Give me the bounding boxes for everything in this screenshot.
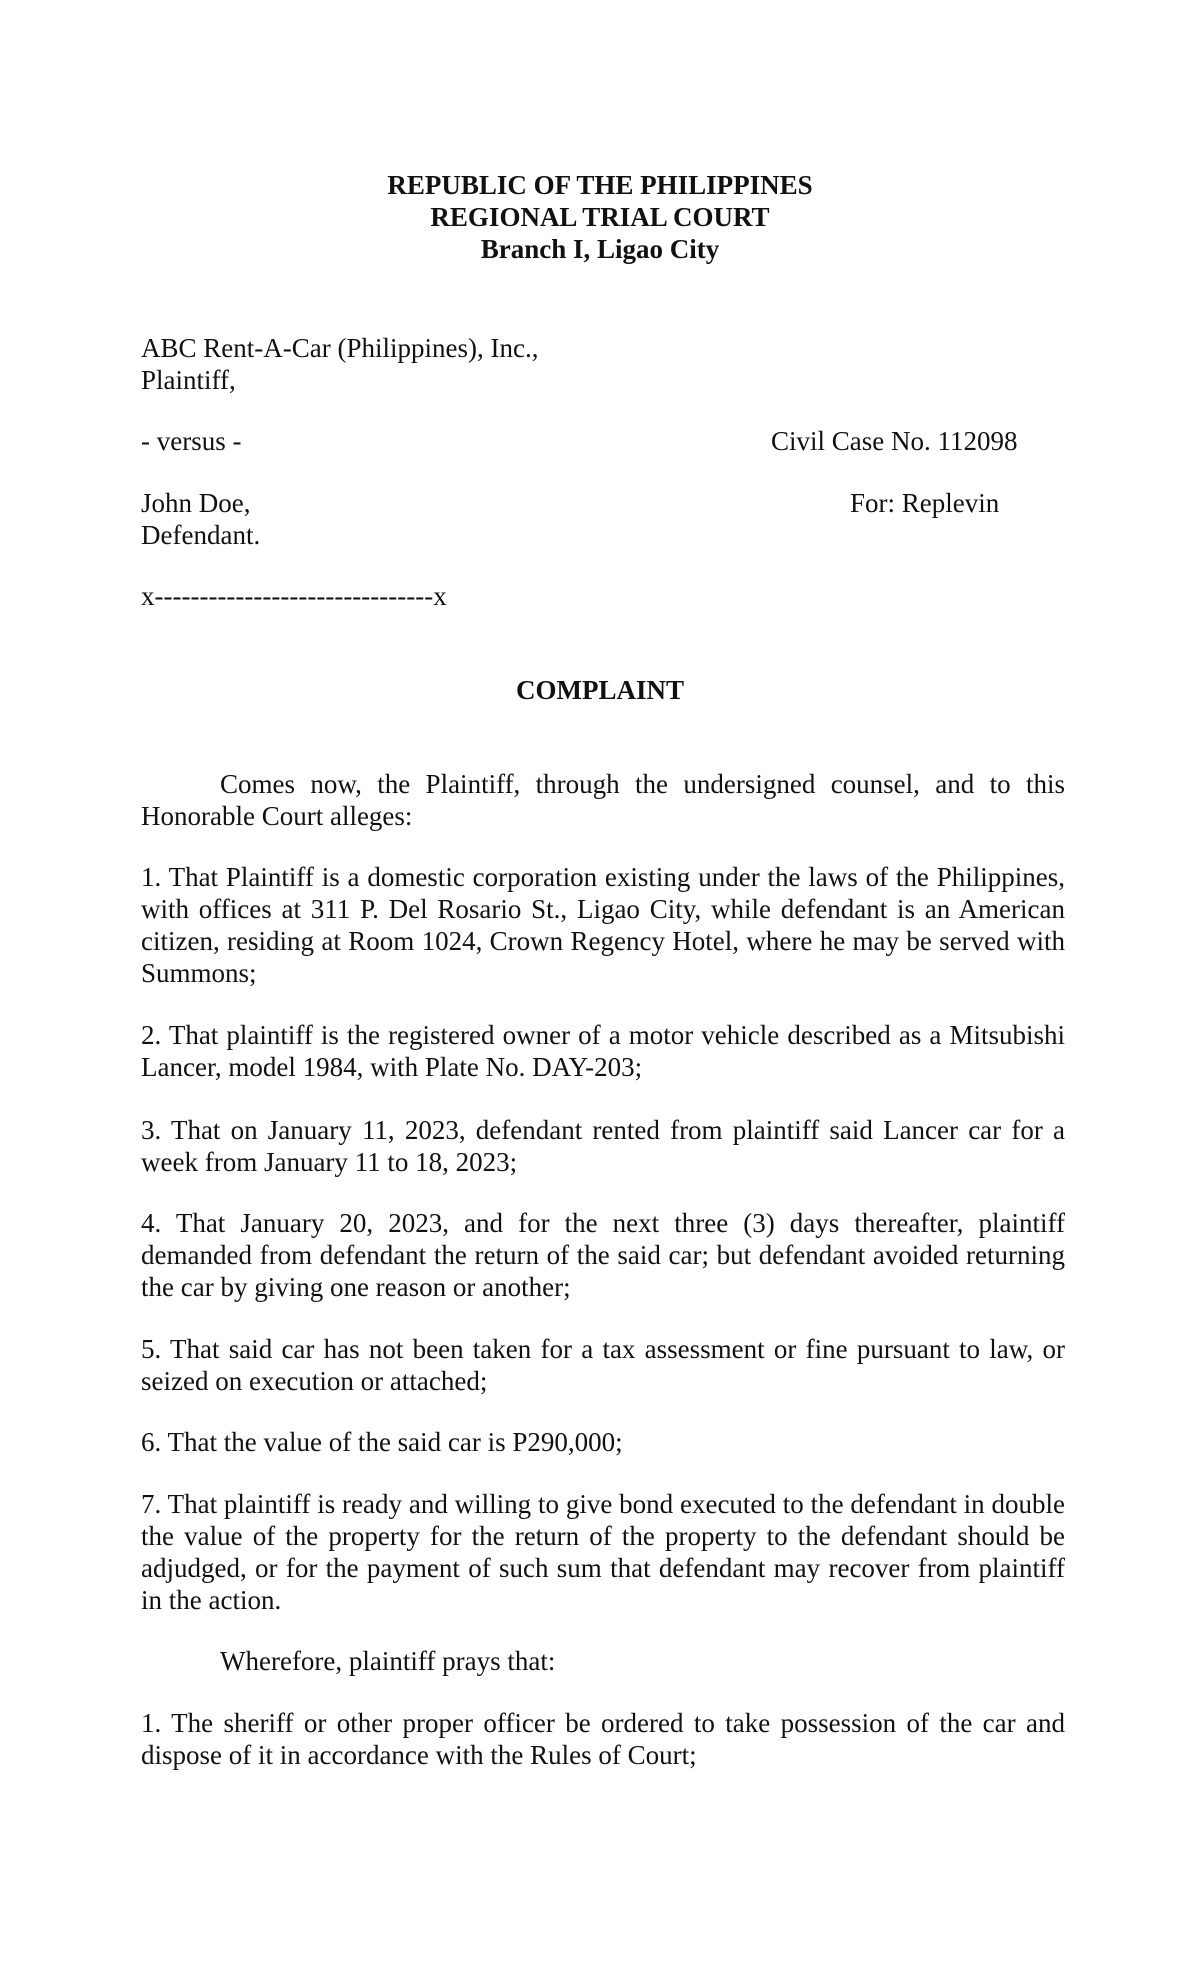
prayer-intro: Wherefore, plaintiff prays that: [220,1646,556,1676]
defendant-name: John Doe, [141,488,251,518]
prayer-1: 1. The sheriff or other proper officer be ordered to take possession of the car and dispose of it in accordance with the Rules of Court; [141,1708,1065,1770]
plaintiff-role: Plaintiff, [141,365,236,395]
allegation-2: 2. That plaintiff is the registered owner of a motor vehicle described as a Mitsubishi Lancer, model 1984, with Plate No. DAY-203; [141,1020,1065,1082]
case-nature: For: Replevin [850,488,1000,518]
allegation-6: 6. That the value of the said car is P290,000; [141,1427,623,1457]
allegation-7: 7. That plaintiff is ready and willing to give bond executed to the defendant in double the value of the property for the return of the property to the defendant should be adjudged, or for the payment of such sum that defendant may recover from plaintiff in the action. [141,1489,1065,1615]
versus-label: - versus - [141,426,242,456]
document-title: COMPLAINT [516,675,684,705]
plaintiff-name: ABC Rent-A-Car (Philippines), Inc., [141,333,539,363]
allegation-3: 3. That on January 11, 2023, defendant rented from plaintiff said Lancer car for a week from January 11 to 18, 2023; [141,1115,1065,1177]
caption-separator: x-------------------------------x [141,581,447,611]
intro-paragraph: Comes now, the Plaintiff, through the undersigned counsel, and to this Honorable Court alleges: [141,769,1065,831]
allegation-1: 1. That Plaintiff is a domestic corporation existing under the laws of the Philippines, with offices at 311 P. Del Rosario St., Ligao City, while defendant is an American citizen, residing at Room 1024, Crown Regency Hotel, where he may be served with Summons; [141,862,1065,988]
case-number: Civil Case No. 112098 [771,426,1018,456]
header-branch: Branch I, Ligao City [480,234,720,264]
allegation-4: 4. That January 20, 2023, and for the next three (3) days thereafter, plaintiff demanded from defendant the return of the said car; but defendant avoided returning the car by giving one reason or another; [141,1208,1065,1302]
header-court: REGIONAL TRIAL COURT [430,202,770,232]
defendant-role: Defendant. [141,520,261,550]
allegation-5: 5. That said car has not been taken for a tax assessment or fine pursuant to law, or seized on execution or attached; [141,1334,1065,1396]
header-republic: REPUBLIC OF THE PHILIPPINES [387,170,813,200]
